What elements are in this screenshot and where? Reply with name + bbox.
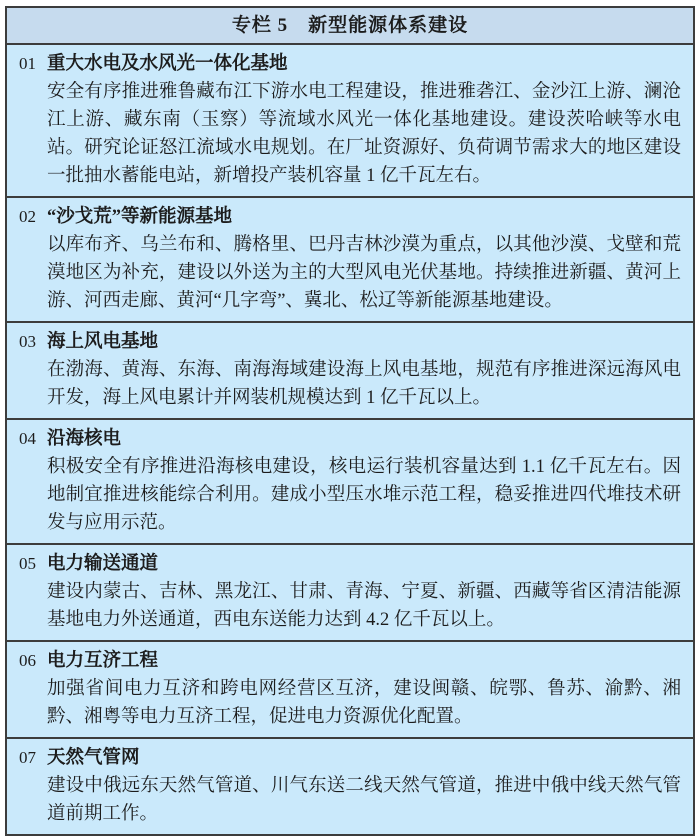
section-body: 积极安全有序推进沿海核电建设，核电运行装机容量达到 1.1 亿千瓦左右。因地制宜推进核能综合利用。建成小型压水堆示范工程，稳妥推进四代堆技术研发与应用示范。 bbox=[47, 457, 681, 533]
section-heading: 沿海核电 bbox=[47, 429, 122, 449]
sections-container bbox=[7, 45, 693, 834]
section-body: 建设内蒙古、吉林、黑龙江、甘肃、青海、宁夏、新疆、西藏等省区清洁能源基地电力外送通道，西电东送能力达到 4.2 亿千瓦以上。 bbox=[47, 582, 681, 630]
section-heading: “沙戈荒”等新能源基地 bbox=[47, 207, 233, 227]
section-power-mutual-aid bbox=[7, 640, 693, 737]
section-heading: 天然气管网 bbox=[47, 748, 140, 768]
section-header bbox=[19, 328, 681, 356]
column-box bbox=[5, 6, 695, 836]
section-heading: 重大水电及水风光一体化基地 bbox=[47, 54, 288, 74]
section-header bbox=[19, 550, 681, 578]
section-header bbox=[19, 744, 681, 772]
section-body: 以库布齐、乌兰布和、腾格里、巴丹吉林沙漠为重点，以其他沙漠、戈壁和荒漠地区为补充，建设以外送为主的大型风电光伏基地。持续推进新疆、黄河上游、河西走廊、黄河“几字弯”、冀北、松辽等新能源基地建设。 bbox=[47, 235, 681, 311]
section-header bbox=[19, 203, 681, 231]
section-body: 加强省间电力互济和跨电网经营区互济，建设闽赣、皖鄂、鲁苏、渝黔、湘黔、湘粤等电力互济工程，促进电力资源优化配置。 bbox=[47, 679, 681, 727]
section-number: 07 bbox=[19, 748, 36, 767]
section-body: 安全有序推进雅鲁藏布江下游水电工程建设，推进雅砻江、金沙江上游、澜沧江上游、藏东南（玉察）等流域水风光一体化基地建设。建设茨哈峡等水电站。研究论证怒江流域水电规划。在厂址资源好、负荷调节需求大的地区建设一批抽水蓄能电站，新增投产装机容量 1 亿千瓦左右。 bbox=[47, 82, 681, 186]
section-body: 在渤海、黄海、东海、南海海域建设海上风电基地，规范有序推进深远海风电开发，海上风电累计并网装机规模达到 1 亿千瓦以上。 bbox=[47, 360, 681, 408]
section-body: 建设中俄远东天然气管道、川气东送二线天然气管道，推进中俄中线天然气管道前期工作。 bbox=[47, 776, 681, 824]
section-coastal-nuclear bbox=[7, 418, 693, 543]
section-number: 03 bbox=[19, 332, 36, 351]
section-number: 04 bbox=[19, 429, 36, 448]
section-number: 02 bbox=[19, 207, 36, 226]
section-heading: 电力互济工程 bbox=[47, 651, 159, 671]
section-header bbox=[19, 647, 681, 675]
section-header bbox=[19, 425, 681, 453]
section-desert-new-energy bbox=[7, 196, 693, 321]
section-number: 01 bbox=[19, 54, 36, 73]
section-number: 06 bbox=[19, 651, 36, 670]
section-heading: 海上风电基地 bbox=[47, 332, 159, 352]
page-title: 专栏 5 新型能源体系建设 bbox=[7, 8, 693, 45]
section-major-hydropower bbox=[7, 45, 693, 196]
section-gas-pipeline bbox=[7, 737, 693, 834]
section-heading: 电力输送通道 bbox=[47, 554, 159, 574]
section-power-transmission bbox=[7, 543, 693, 640]
section-offshore-wind bbox=[7, 321, 693, 418]
section-number: 05 bbox=[19, 554, 36, 573]
section-header bbox=[19, 50, 681, 78]
